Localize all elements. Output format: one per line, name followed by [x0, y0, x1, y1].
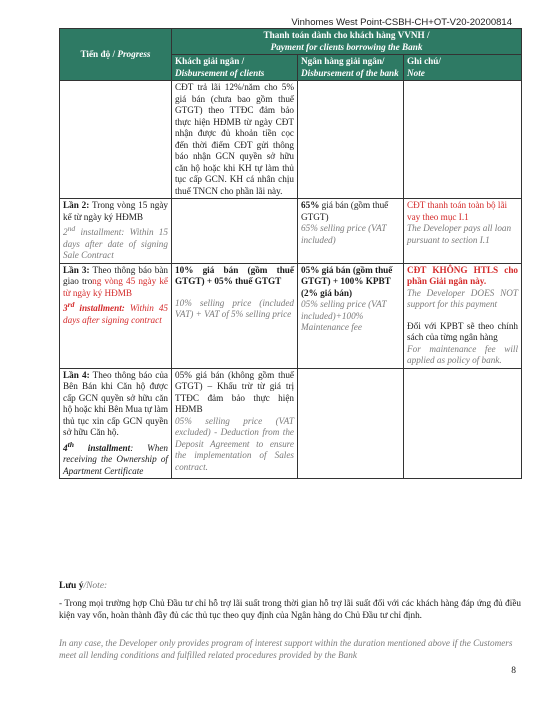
progress-column-header: Tiến độ / Progress: [60, 29, 172, 81]
row3-bank-cell: [298, 368, 404, 479]
row0-progress-cell: [60, 81, 172, 199]
row0-clients-cell: CĐT trả lãi 12%/năm cho 5% giá bán (chưa bao gồm thuế GTGT) theo TTĐC đảm bảo thực hiện HĐMB từ ngày CĐT nhận được đủ khoản tiền cọc đến thời điểm CĐT gửi thông báo nhận GCN quyền sở hữu căn hộ hoặc khi KH tự làm thủ tục cấp GCN. KH cá nhân chịu thuế TNCN cho phần lãi này.: [172, 81, 298, 199]
row3-clients-cell: 05% giá bán (không gồm thuế GTGT) – Khấu trừ từ giá trị TTĐC đảm bảo thực hiện HĐMB 05% selling price (VAT excluded) - Deduction from the Deposit Agreement to ensure the implementation of Sales contract.: [172, 368, 298, 479]
row2-clients-cell: 10% giá bán (gồm thuế GTGT) + 05% thuế GTGT 10% selling price (included VAT) + VAT of 5% selling price: [172, 263, 298, 368]
notes-text-vi: - Trong mọi trường hợp Chủ Đầu tư chỉ hỗ trợ lãi suất trong thời gian hỗ trợ lãi suất đối với các khách hàng đáp ứng đủ điều kiện vay vốn, hoàn thành đầy đủ các thủ tục theo quy định của Ngân hàng do Chủ Đầu tư chỉ định.: [59, 598, 521, 620]
row1-progress-cell: Lần 2: Trong vòng 15 ngày kể từ ngày ký HĐMB 2nd installment: Within 15 days after date of signing Sale Contract: [60, 199, 172, 264]
row1-clients-cell: [172, 199, 298, 264]
notes-title: Lưu ý/Note:: [59, 581, 108, 591]
row3-note-cell: [404, 368, 522, 479]
document-header-code: Vinhomes West Point-CSBH-CH+OT-V20-20200814: [291, 17, 512, 28]
notes-text-en: In any case, the Developer only provides program of interest support within the duration mentioned above if the Customers meet all lending conditions and fulfilled related procedures provided by the Bank: [59, 638, 513, 660]
table-row: [60, 81, 522, 199]
table-header-row: [60, 29, 522, 55]
row3-progress-cell: Lần 4: Theo thông báo của Bên Bán khi Căn hộ được cấp GCN quyền sở hữu căn hộ hoặc khi Bên Mua tự làm thủ tục xin cấp GCN quyền sở hữu Căn hộ. 4th installment: When receiving the Ownership of Apartment Certificate: [60, 368, 172, 479]
row1-bank-cell: 65% giá bán (gồm thuế GTGT) 65% selling price (VAT included): [298, 199, 404, 264]
row1-note-cell: CĐT thanh toán toàn bộ lãi vay theo mục I.1 The Developer pays all loan pursuant to section I.1: [404, 199, 522, 264]
table-row: [60, 263, 522, 368]
table-row: [60, 368, 522, 479]
table-row: [60, 199, 522, 264]
payment-group-header: Thanh toán dành cho khách hàng VVNH / Payment for clients borrowing the Bank: [172, 29, 522, 55]
clients-column-header: Khách giải ngân / Disbursement of clients: [172, 55, 298, 81]
row0-bank-cell: [298, 81, 404, 199]
row2-bank-cell: 05% giá bán (gồm thuế GTGT) + 100% KPBT (2% giá bán) 05% selling price (VAT included)+100% Maintenance fee: [298, 263, 404, 368]
note-column-header: Ghi chú/ Note: [404, 55, 522, 81]
bank-column-header: Ngân hàng giải ngân/ Disbursement of the bank: [298, 55, 404, 81]
payment-schedule-table: [59, 28, 522, 479]
row2-note-cell: CĐT KHÔNG HTLS cho phần Giải ngân này. The Developer DOES NOT support for this payment Đối với KPBT sẽ theo chính sách của từng ngân hàng For maintenance fee will applied as policy of bank.: [404, 263, 522, 368]
page-number: 8: [511, 666, 516, 676]
row0-note-cell: [404, 81, 522, 199]
row2-progress-cell: Lần 3: Theo thông báo bàn giao trong vòng 45 ngày kể từ ngày ký HĐMB 3rd installment: Within 45 days after signing contract: [60, 263, 172, 368]
